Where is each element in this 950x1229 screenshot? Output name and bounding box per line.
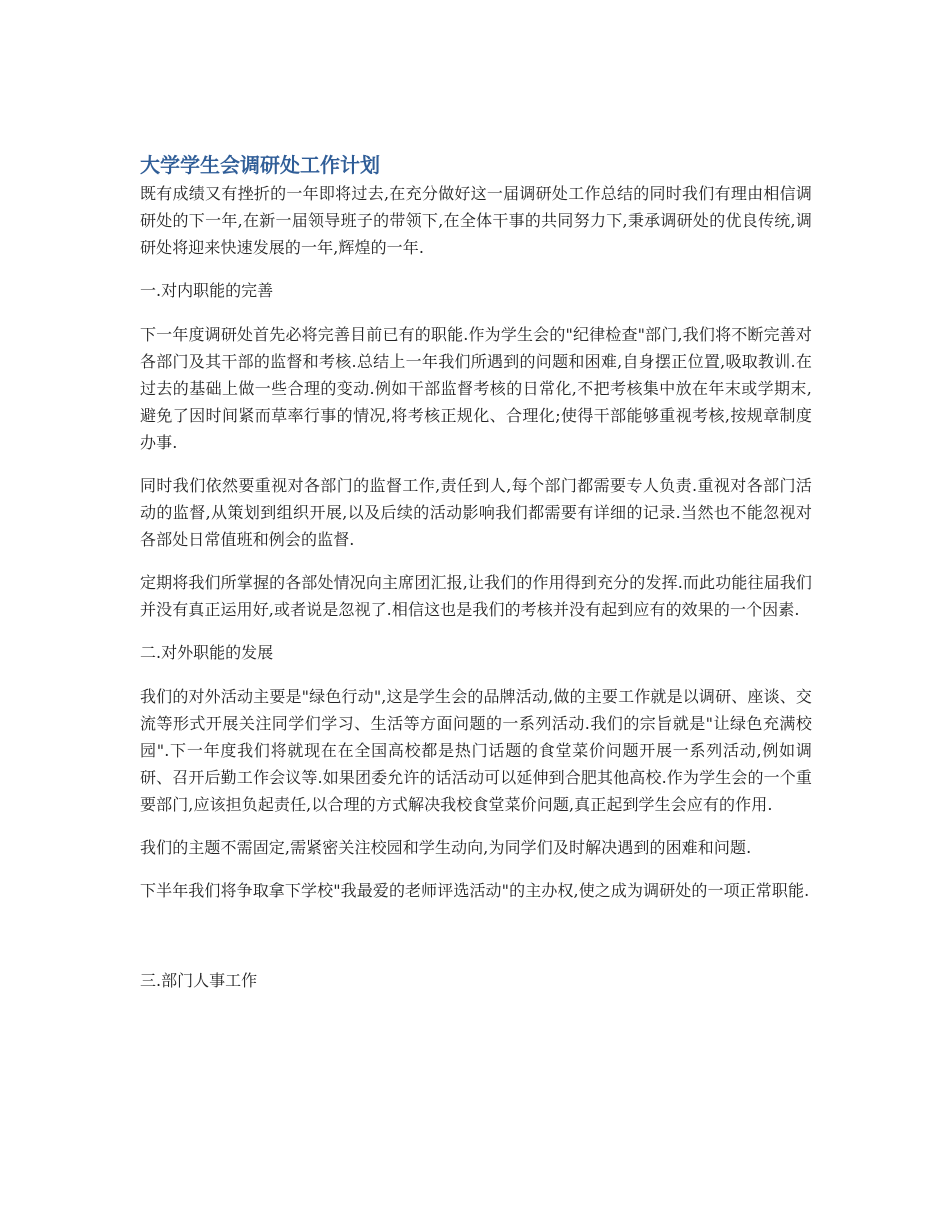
paragraph: 同时我们依然要重视对各部门的监督工作,责任到人,每个部门都需要专人负责.重视对各部门活动的监督,从策划到组织开展,以及后续的活动影响我们都需要有详细的记录.当然也不能忽视对各部处日常值班和例会的监督. xyxy=(140,476,812,549)
document-page xyxy=(140,150,812,1011)
paragraph: 我们的主题不需固定,需紧密关注校园和学生动向,为同学们及时解决遇到的困难和问题. xyxy=(140,838,752,857)
paragraph: 我们的对外活动主要是"绿色行动",这是学生会的品牌活动,做的主要工作就是以调研、座谈、交流等形式开展关注同学们学习、生活等方面问题的一系列活动.我们的宗旨就是"让绿色充满校园".下一年度我们将就现在在全国高校都是热门话题的食堂菜价问题开展一系列活动,例如调研、召开后勤工作会议等.如果团委允许的话活动可以延伸到合肥其他高校.作为学生会的一个重要部门,应该担负起责任,以合理的方式解决我校食堂菜价问题,真正起到学生会应有的作用. xyxy=(140,687,812,814)
paragraph: 定期将我们所掌握的各部处情况向主席团汇报,让我们的作用得到充分的发挥.而此功能往届我们并没有真正运用好,或者说是忽视了.相信这也是我们的考核并没有起到应有的效果的一个因素. xyxy=(140,573,812,619)
paragraph: 下一年度调研处首先必将完善目前已有的职能.作为学生会的"纪律检查"部门,我们将不断完善对各部门及其干部的监督和考核.总结上一年我们所遇到的问题和困难,自身摆正位置,吸取教训.在过去的基础上做一些合理的变动.例如干部监督考核的日常化,不把考核集中放在年末或学期末,避免了因时间紧而草率行事的情况,将考核正规化、合理化;使得干部能够重视考核,按规章制度办事. xyxy=(140,325,812,452)
section-heading-internal: 一.对内职能的完善 xyxy=(140,281,274,300)
paragraph: 下半年我们将争取拿下学校"我最爱的老师评选活动"的主办权,使之成为调研处的一项正常职能. xyxy=(140,881,810,900)
section-spacer xyxy=(140,920,812,967)
document-title: 大学学生会调研处工作计划 xyxy=(140,153,380,177)
section-heading-external: 二.对外职能的发展 xyxy=(140,643,274,662)
intro-paragraph: 既有成绩又有挫折的一年即将过去,在充分做好这一届调研处工作总结的同时我们有理由相信调研处的下一年,在新一届领导班子的带领下,在全体干事的共同努力下,秉承调研处的优良传统,调研处将迎来快速发展的一年,辉煌的一年. xyxy=(140,184,812,257)
section-heading-personnel: 三.部门人事工作 xyxy=(140,971,258,990)
